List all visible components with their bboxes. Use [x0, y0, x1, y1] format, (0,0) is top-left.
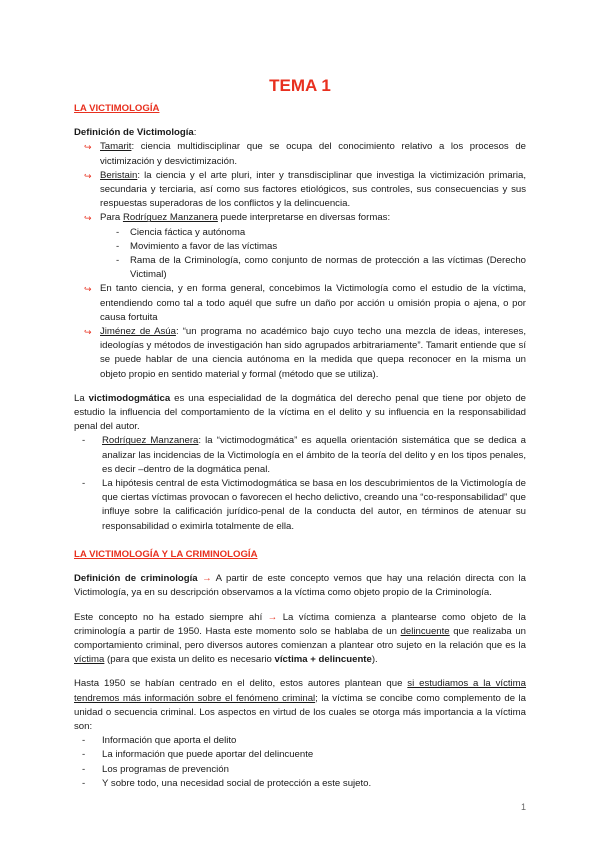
author-name: Rodríguez Manzanera — [122, 212, 218, 224]
section-heading-victimologia-criminologia: LA VICTIMOLOGÍA Y LA CRIMINOLOGÍA — [74, 548, 258, 560]
list-item — [82, 477, 526, 534]
list-item — [84, 211, 526, 282]
author-name: Rodríguez Manzanera — [102, 435, 199, 447]
criminologia-definition-paragraph: Definición de criminología → A partir de este concepto vemos que hay una relación directa con la Victimología, ya en su descripción observamos a la víctima como objeto propio de la Criminología. — [74, 573, 526, 599]
sub-list-item — [116, 240, 526, 254]
item-text: En tanto ciencia, y en forma general, concebimos la Victimología como el estudio de la víctima, entendiendo como tal a todo aquél que sufre un daño por acción u omisión propia o ajena, o por causa fortuita — [100, 283, 526, 323]
list-item — [82, 763, 526, 777]
section-heading-victimologia: LA VICTIMOLOGÍA — [74, 103, 160, 114]
item-text: : ciencia multidisciplinar que se ocupa del conocimiento relativo a los procesos de victimización y desvictimización. — [100, 141, 526, 167]
concept-history-paragraph: Este concepto no ha estado siempre ahí → La víctima comienza a plantearse como objeto de la criminología a partir de 1950. Hasta este momento solo se hablaba de un delincuente que realizaba un comportamiento criminal, pero diversos autores comienzan a plantear otro sujeto en la relación que es la víctima (para que exista un delito es necesario víctima + delincuente). — [74, 611, 527, 666]
item-text: Para — [100, 212, 123, 224]
definition-heading: Definición de Victimología: — [74, 127, 197, 139]
dash-icon: - — [116, 240, 120, 252]
list-item — [84, 140, 526, 168]
arrow-right-icon: ↪ — [84, 142, 92, 153]
victimodogmatica-paragraph: La victimodogmática es una especialidad de la dogmática del derecho penal que tiene por objeto de estudio la influencia del comportamiento de la víctima en el delito y su influencia en la responsabilidad penal del autor. — [74, 392, 526, 433]
sub-list — [100, 226, 526, 283]
author-name: Jiménez de Asúa — [100, 326, 176, 338]
page-number: 1 — [520, 802, 526, 812]
item-text: Y sobre todo, una necesidad social de protección a este sujeto. — [102, 777, 372, 789]
dash-icon: - — [82, 435, 86, 447]
item-text: Ciencia fáctica y autónoma — [130, 226, 246, 238]
since-1950-paragraph: Hasta 1950 se habían centrado en el delito, estos autores plantean que si estudiamos a la víctima tendremos más información sobre el fenómeno criminal; la víctima se concibe como complemento de la unidad o secuencia criminal. Los aspectos en virtud de los cuales se otorga más importancia a la víctima son: — [74, 678, 527, 732]
definitions-list — [74, 140, 526, 381]
list-item — [84, 169, 526, 212]
page-content — [74, 76, 526, 791]
dash-icon: - — [82, 735, 86, 747]
item-text: : “un programa no académico bajo cuyo techo una mezcla de ideas, intereses, ideologías y métodos de investigación han sido agrupados arbitrariamente”. Tamarit entiende que sí se puede hablar de una ciencia autónoma en la medida que quepa reconocer en la misma un objeto propio en sentido material y formal (método que se utiliza). — [100, 326, 526, 380]
item-text: : la ciencia y el arte pluri, inter y transdisciplinar que investiga la victimización primaria, secundaria y terciaria, así como sus factores etiológicos, sus controles, sus consecuencias y sus respuestas superadoras de los conflictos y la delincuencia. — [100, 169, 526, 210]
author-name: Beristain — [100, 169, 138, 181]
sub-list-item — [116, 254, 526, 282]
dash-icon: - — [82, 777, 86, 789]
list-item — [84, 282, 526, 325]
item-text: Movimiento a favor de las víctimas — [130, 240, 278, 252]
victimodogmatica-list — [74, 434, 526, 533]
arrow-right-icon: ↪ — [84, 170, 92, 181]
dash-icon: - — [82, 749, 86, 761]
page-title: TEMA 1 — [269, 76, 331, 95]
list-item — [84, 325, 526, 382]
dash-icon: - — [82, 478, 86, 490]
list-item — [82, 748, 526, 762]
item-text: puede interpretarse en diversas formas: — [217, 212, 391, 224]
sub-list-item — [116, 226, 526, 240]
dash-icon: - — [82, 763, 86, 775]
author-name: Tamarit — [100, 141, 132, 153]
list-item — [82, 777, 526, 791]
dash-icon: - — [116, 226, 120, 238]
item-text: Rama de la Criminología, como conjunto de normas de protección a las víctimas (Derecho Victimal) — [130, 255, 526, 281]
list-item — [82, 434, 526, 477]
arrow-right-icon: ↪ — [84, 213, 92, 224]
list-item — [82, 734, 526, 748]
aspects-list — [74, 734, 526, 791]
item-text: La hipótesis central de esta Victimodogmática se basa en los descubrimientos de la Victimología de que ciertas víctimas provocan o favorecen el hecho delictivo, creando una “co-responsabilidad” que influye sobre la calificación jurídico-penal de la conducta del autor, en términos de atenuar su responsabilidad o eximirla totalmente de ella. — [102, 478, 526, 532]
arrow-right-icon: ↪ — [84, 284, 92, 295]
item-text: La información que puede aportar del delincuente — [102, 749, 314, 761]
dash-icon: - — [116, 255, 120, 267]
arrow-right-icon: ↪ — [84, 327, 92, 338]
item-text: Los programas de prevención — [102, 763, 229, 775]
item-text: Información que aporta el delito — [102, 735, 237, 747]
item-text: : la “victimodogmática” es aquella orientación sistemática que se dedica a analizar las incidencias de la Victimología en el ámbito de la teoría del delito y en los tipos penales, es decir –dentro de la dogmática penal. — [102, 435, 526, 475]
